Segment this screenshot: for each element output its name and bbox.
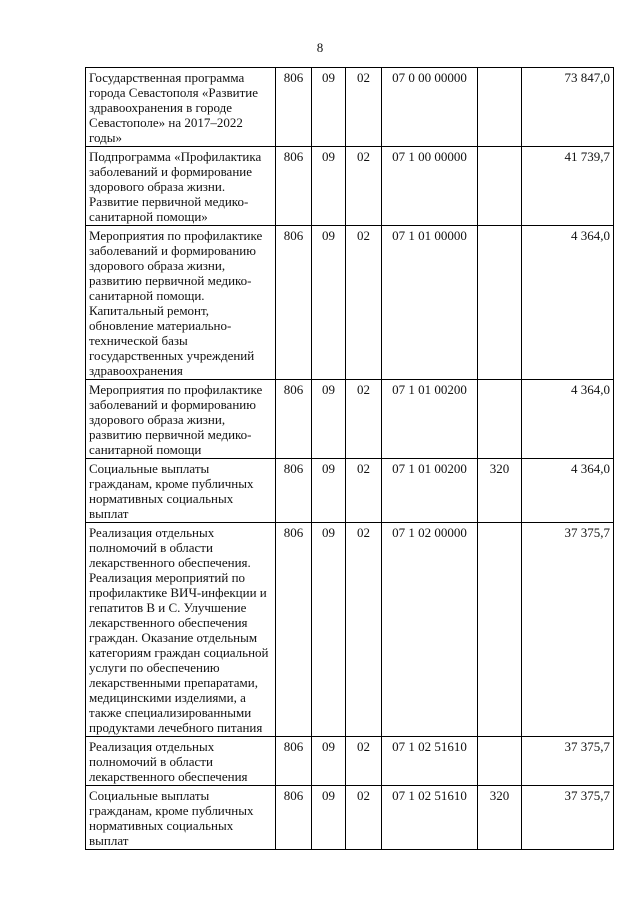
row-section-code: 09 [312,523,346,737]
row-amount: 4 364,0 [522,226,614,380]
row-admin-code: 806 [276,226,312,380]
row-target-code: 07 1 02 51610 [382,737,478,786]
row-kind-code [478,147,522,226]
page-number: 8 [316,40,324,55]
row-kind-code [478,523,522,737]
row-name: Социальные выплаты гражданам, кроме публичных нормативных социальных выплат [86,786,276,850]
row-target-code: 07 1 00 00000 [382,147,478,226]
row-subsection-code: 02 [346,737,382,786]
row-name: Государственная программа города Севастополя «Развитие здравоохранения в городе Севастополе» на 2017–2022 годы» [86,68,276,147]
row-name: Мероприятия по профилактике заболеваний и формированию здорового образа жизни, развитию первичной медико-санитарной помощи [86,380,276,459]
row-kind-code [478,380,522,459]
row-admin-code: 806 [276,459,312,523]
row-amount: 37 375,7 [522,786,614,850]
row-target-code: 07 1 01 00200 [382,380,478,459]
row-admin-code: 806 [276,68,312,147]
row-amount: 41 739,7 [522,147,614,226]
row-subsection-code: 02 [346,786,382,850]
budget-table [85,67,614,850]
row-admin-code: 806 [276,380,312,459]
row-section-code: 09 [312,459,346,523]
table-row [86,737,614,786]
table-row [86,147,614,226]
row-subsection-code: 02 [346,147,382,226]
row-amount: 4 364,0 [522,459,614,523]
row-target-code: 07 1 02 51610 [382,786,478,850]
row-kind-code [478,737,522,786]
row-section-code: 09 [312,68,346,147]
row-admin-code: 806 [276,737,312,786]
row-section-code: 09 [312,737,346,786]
table-row [86,786,614,850]
row-subsection-code: 02 [346,380,382,459]
row-section-code: 09 [312,380,346,459]
row-name: Подпрограмма «Профилактика заболеваний и формирование здорового образа жизни. Развитие первичной медико-санитарной помощи» [86,147,276,226]
row-subsection-code: 02 [346,523,382,737]
row-name: Реализация отдельных полномочий в области лекарственного обеспечения. Реализация мероприятий по профилактике ВИЧ-инфекции и гепатитов В и С. Улучшение лекарственного обеспечения граждан. Оказание отдельным категориям граждан социальной услуги по обеспечению лекарственными препаратами, медицинскими изделиями, а также специализированными продуктами лечебного питания [86,523,276,737]
table-row [86,380,614,459]
row-subsection-code: 02 [346,68,382,147]
row-subsection-code: 02 [346,459,382,523]
row-target-code: 07 1 01 00000 [382,226,478,380]
row-target-code: 07 1 01 00200 [382,459,478,523]
table-row [86,226,614,380]
row-admin-code: 806 [276,786,312,850]
row-name: Реализация отдельных полномочий в области лекарственного обеспечения [86,737,276,786]
row-name: Социальные выплаты гражданам, кроме публичных нормативных социальных выплат [86,459,276,523]
row-target-code: 07 1 02 00000 [382,523,478,737]
row-kind-code [478,68,522,147]
row-kind-code [478,226,522,380]
row-kind-code: 320 [478,786,522,850]
table-row [86,459,614,523]
row-subsection-code: 02 [346,226,382,380]
row-section-code: 09 [312,147,346,226]
row-amount: 4 364,0 [522,380,614,459]
table-row [86,68,614,147]
table-row [86,523,614,737]
row-admin-code: 806 [276,147,312,226]
row-target-code: 07 0 00 00000 [382,68,478,147]
row-admin-code: 806 [276,523,312,737]
row-amount: 37 375,7 [522,523,614,737]
row-amount: 73 847,0 [522,68,614,147]
row-name: Мероприятия по профилактике заболеваний и формированию здорового образа жизни, развитию первичной медико-санитарной помощи. Капитальный ремонт, обновление материально-технической базы государственных учреждений здравоохранения [86,226,276,380]
row-amount: 37 375,7 [522,737,614,786]
row-section-code: 09 [312,226,346,380]
row-kind-code: 320 [478,459,522,523]
row-section-code: 09 [312,786,346,850]
